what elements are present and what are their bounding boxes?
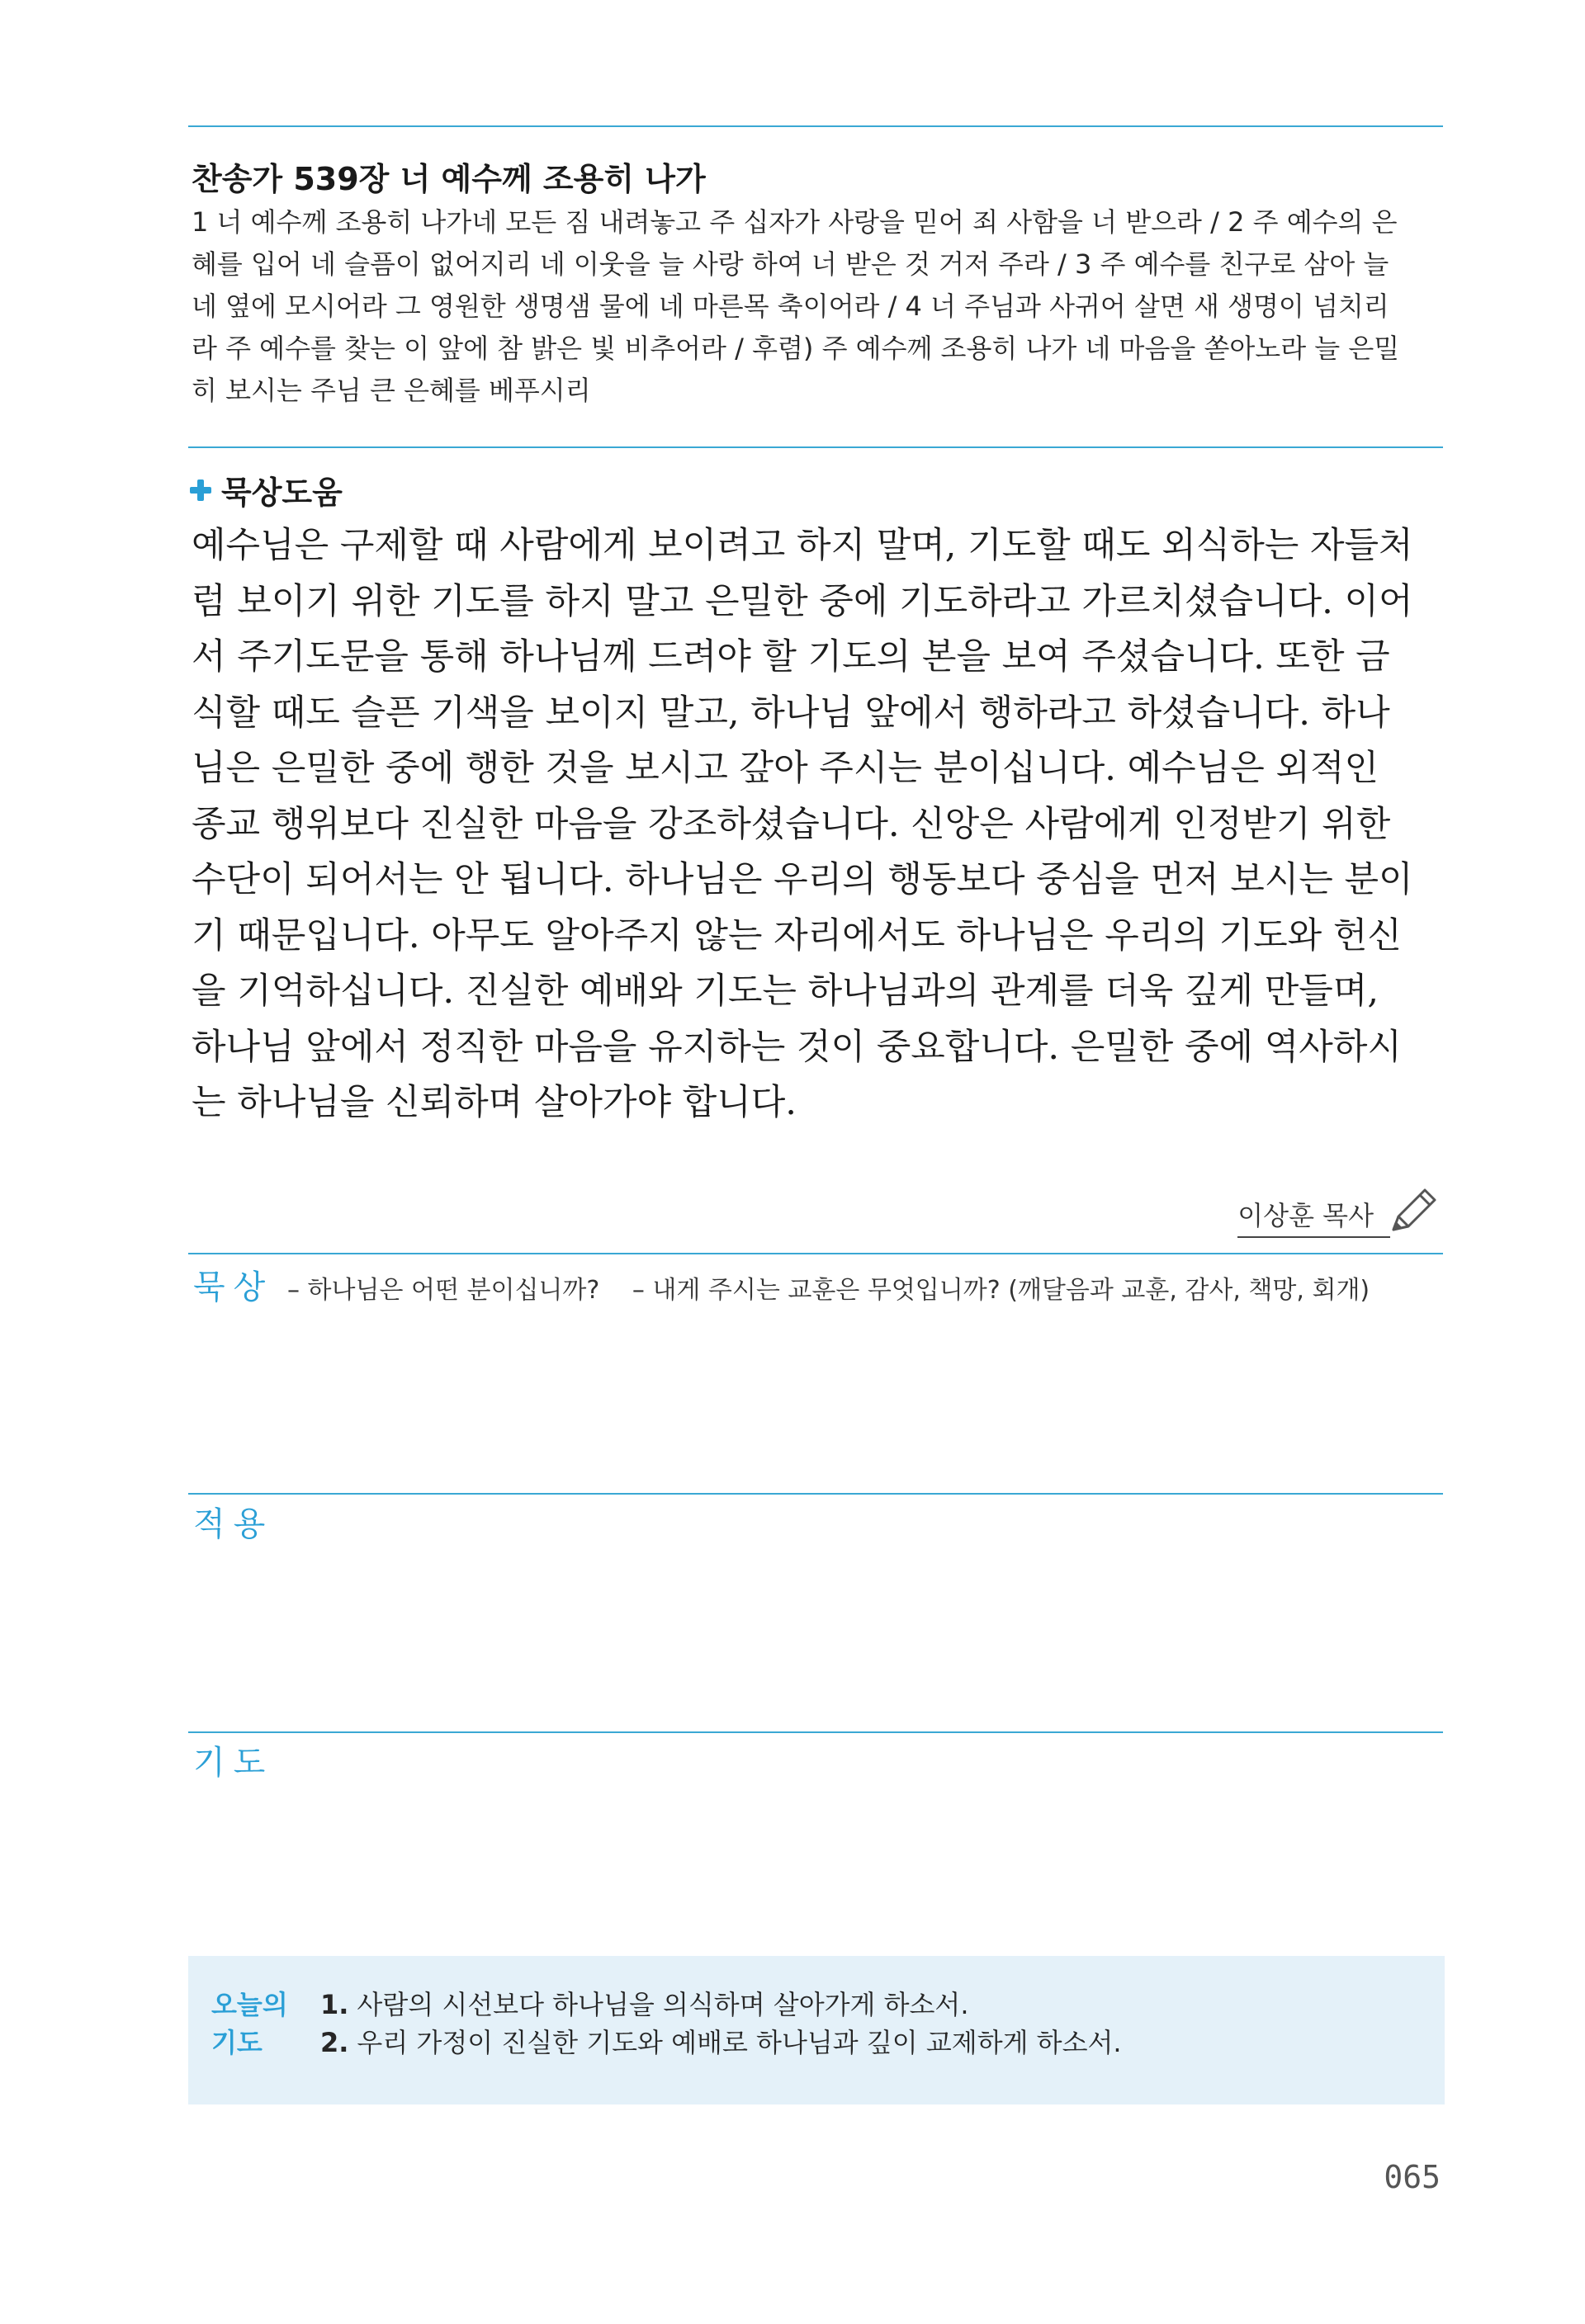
prayer-item — [320, 2024, 1122, 2062]
prayer-item-text: 사람의 시선보다 하나님을 의식하며 살아가게 하소서. — [357, 1989, 969, 2020]
hymn-lyrics — [192, 201, 1446, 412]
application-label: 적용 — [193, 1505, 274, 1543]
plus-icon — [190, 479, 211, 501]
todays-prayer-items — [320, 1986, 1122, 2062]
todays-prayer-label — [211, 1986, 310, 2062]
muksang-label: 묵상 — [193, 1268, 274, 1306]
meditation-body — [192, 518, 1450, 1131]
meditation-line: 식할 때도 슬픈 기색을 보이지 말고, 하나님 앞에서 행하라고 하셨습니다. 하나 — [192, 692, 1390, 734]
muksang-question-2: – 내게 주시는 교훈은 무엇입니까? (깨달음과 교훈, 감사, 책망, 회개) — [632, 1276, 1370, 1305]
prayer-item-number: 1. — [320, 1989, 349, 2020]
meditation-line: 님은 은밀한 중에 행한 것을 보시고 갚아 주시는 분이십니다. 예수님은 외적인 — [192, 748, 1379, 789]
hymn-lyrics-line: 혜를 입어 네 슬픔이 없어지리 네 이웃을 늘 사랑 하여 너 받은 것 거저 주라 / 3 주 예수를 친구로 삼아 늘 — [192, 248, 1389, 280]
author-name: 이상훈 목사 — [1237, 1195, 1390, 1238]
prayer-divider — [188, 1731, 1443, 1733]
meditation-line: 기 때문입니다. 아무도 알아주지 않는 자리에서도 하나님은 우리의 기도와 헌신 — [192, 914, 1402, 957]
meditation-line: 하나님 앞에서 정직한 마음을 유지하는 것이 중요합니다. 은밀한 중에 역사하시 — [192, 1026, 1402, 1068]
meditation-header-label: 묵상도움 — [221, 475, 343, 511]
prayer-item-number: 2. — [320, 2027, 349, 2058]
meditation-line: 예수님은 구제할 때 사람에게 보이려고 하지 말며, 기도할 때도 외식하는 자들처 — [192, 525, 1413, 566]
todays-prayer-box — [188, 1956, 1445, 2104]
meditation-line: 럼 보이기 위한 기도를 하지 말고 은밀한 중에 기도하라고 가르치셨습니다. 이어 — [192, 580, 1413, 622]
meditation-line: 종교 행위보다 진실한 마음을 강조하셨습니다. 신앙은 사람에게 인정받기 위한 — [192, 803, 1391, 845]
todays-prayer-label-line: 기도 — [211, 2027, 263, 2058]
meditation-line: 수단이 되어서는 안 됩니다. 하나님은 우리의 행동보다 중심을 먼저 보시는 분이 — [192, 859, 1413, 900]
prayer-item-text: 우리 가정이 진실한 기도와 예배로 하나님과 깊이 교제하게 하소서. — [357, 2027, 1122, 2058]
todays-prayer-label-line: 오늘의 — [211, 1989, 288, 2020]
hymn-lyrics-line: 히 보시는 주님 큰 은혜를 베푸시리 — [192, 375, 591, 406]
hymn-lyrics-line: 1 너 예수께 조용히 나가네 모든 짐 내려놓고 주 십자가 사랑을 믿어 죄 사함을 너 받으라 / 2 주 예수의 은 — [192, 206, 1398, 238]
muksang-divider — [188, 1253, 1443, 1254]
meditation-line: 서 주기도문을 통해 하나님께 드려야 할 기도의 본을 보여 주셨습니다. 또한 금 — [192, 636, 1390, 678]
meditation-header — [190, 467, 343, 513]
prayer-item — [320, 1986, 1122, 2024]
meditation-line: 을 기억하십니다. 진실한 예배와 기도는 하나님과의 관계를 더욱 깊게 만들며, — [192, 971, 1379, 1012]
hymn-title: 찬송가 539장 너 예수께 조용히 나가 — [192, 161, 706, 197]
muksang-questions — [287, 1269, 1394, 1306]
hymn-lyrics-line: 라 주 예수를 찾는 이 앞에 참 밝은 빛 비추어라 / 후렴) 주 예수께 조용히 나가 네 마음을 쏟아노라 늘 은밀 — [192, 333, 1400, 364]
pencil-icon — [1382, 1183, 1440, 1238]
prayer-label: 기도 — [193, 1744, 274, 1782]
meditation-line: 는 하나님을 신뢰하며 살아가야 합니다. — [192, 1082, 797, 1123]
muksang-question-1: – 하나님은 어떤 분이십니까? — [287, 1276, 600, 1305]
hymn-lyrics-line: 네 옆에 모시어라 그 영원한 생명샘 물에 네 마른목 축이어라 / 4 너 주님과 사귀어 살면 새 생명이 넘치리 — [192, 290, 1389, 322]
application-divider — [188, 1493, 1443, 1495]
hymn-divider — [188, 446, 1443, 448]
page-number: 065 — [1384, 2159, 1441, 2195]
author-signature — [1237, 1183, 1440, 1238]
top-divider — [188, 125, 1443, 127]
